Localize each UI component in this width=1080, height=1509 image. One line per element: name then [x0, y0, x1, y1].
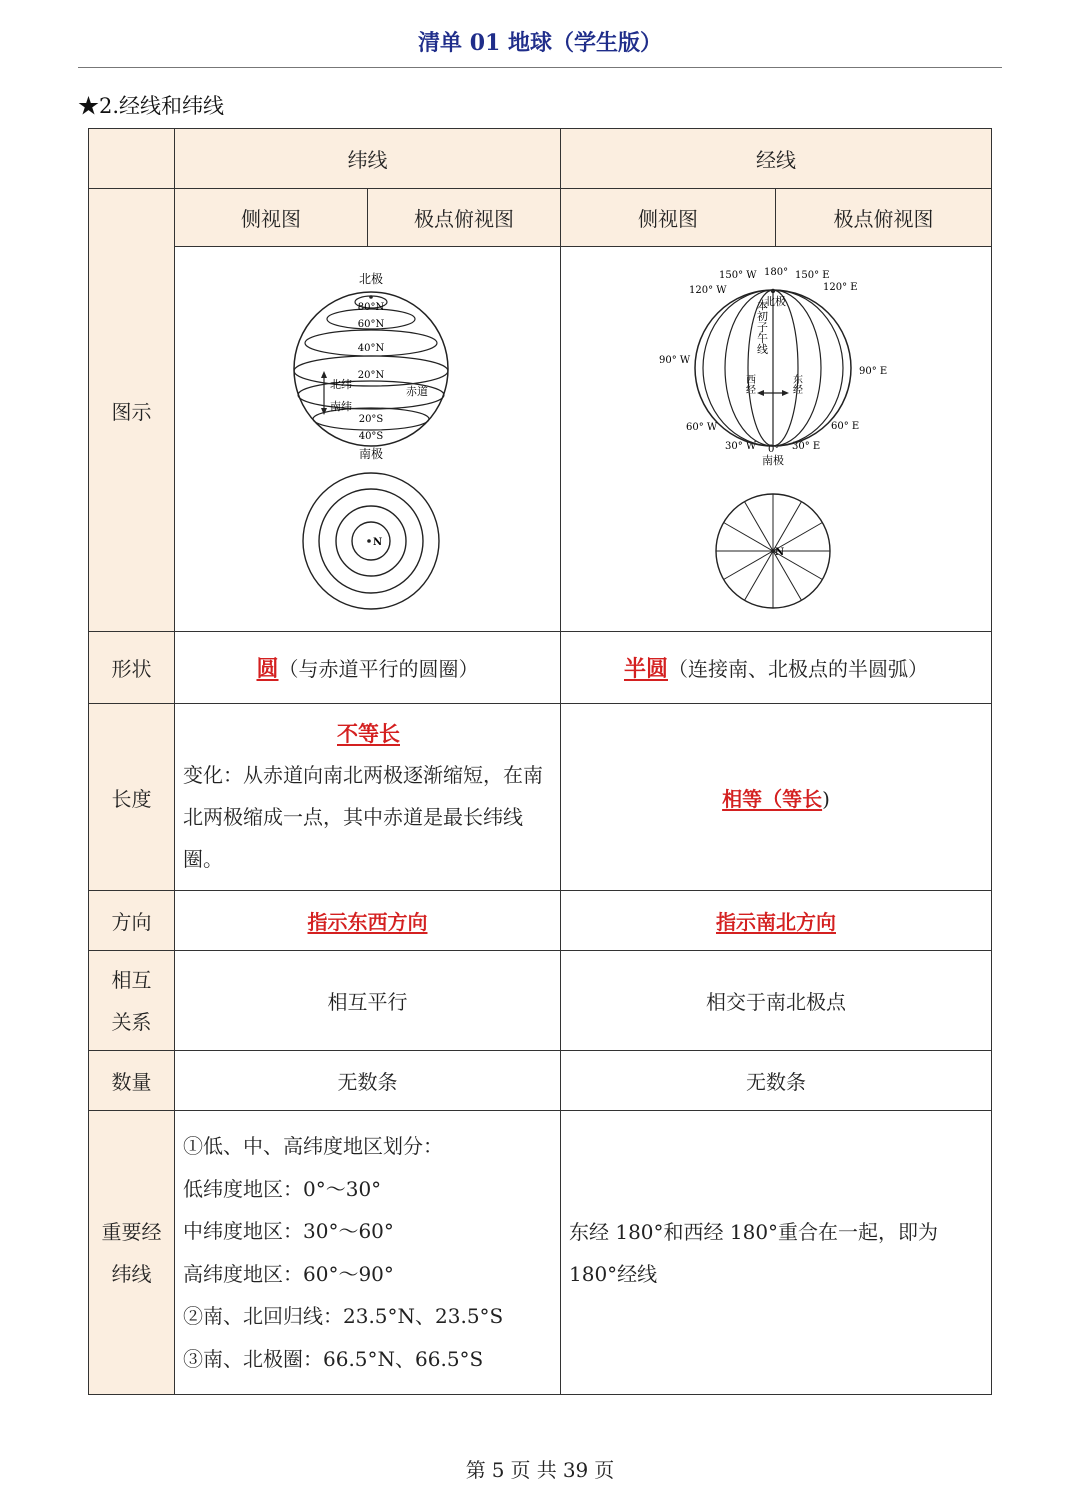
row-label-important-line2: 纬线: [111, 1261, 152, 1286]
footer-page-number: 5: [491, 1458, 505, 1482]
warp-north-pole-dot: [771, 289, 775, 293]
direction-weft: 指示东西方向: [307, 910, 428, 934]
row-label-diagram: 图示: [89, 189, 175, 632]
warp-label-30w: 30° W: [725, 441, 757, 452]
important-weft-line-3: 中纬度地区：30°～60°: [183, 1219, 394, 1243]
weft-arrow-up-head: [321, 371, 327, 378]
row-label-important: [89, 1111, 175, 1395]
section-title: ★2.经线和纬线: [78, 94, 225, 118]
length-weft-cell: [175, 704, 561, 891]
weft-equator-label: 赤道: [405, 385, 428, 398]
shape-warp-key: 半圆: [623, 656, 668, 682]
warp-west-long-label: 西经: [743, 374, 755, 394]
subheader-warp-polar: 极点俯视图: [776, 189, 992, 247]
important-weft-cell: [175, 1111, 561, 1395]
weft-label-60n: 60°N: [357, 319, 384, 330]
shape-warp-cell: [561, 632, 992, 704]
count-weft: 无数条: [175, 1051, 561, 1111]
weft-polar-center-dot: [367, 539, 371, 543]
weft-polar-circle-4: [352, 522, 390, 560]
shape-weft-note: （与赤道平行的圆圈）: [278, 657, 479, 681]
direction-warp-cell: [561, 891, 992, 951]
warp-meridian-e1: [773, 290, 798, 446]
row-label-important-line1: 重要经: [101, 1219, 162, 1244]
row-label-count: 数量: [89, 1051, 175, 1111]
row-label-shape: 形状: [89, 632, 175, 704]
weft-label-40n: 40°N: [357, 343, 384, 354]
row-label-direction: 方向: [89, 891, 175, 951]
warp-label-30e: 30° E: [792, 441, 821, 452]
warp-label-90w: 90° W: [659, 355, 691, 366]
important-weft-line-4: 高纬度地区：60°～90°: [183, 1261, 394, 1286]
row-label-relation-line2: 关系: [111, 1009, 152, 1034]
shape-weft-key: 圆: [256, 656, 279, 682]
direction-weft-cell: [175, 891, 561, 951]
important-weft-line-6: ③南、北极圈：66.5°N、66.5°S: [183, 1346, 484, 1371]
length-warp-tail: ): [822, 786, 830, 811]
warp-label-180: 180°: [764, 267, 789, 278]
important-weft-line-1: ①低、中、高纬度地区划分：: [183, 1134, 443, 1158]
weft-label-20n: 20°N: [357, 370, 384, 381]
warp-arrow-west-head: [757, 390, 764, 396]
weft-south-weft-label: 南纬: [329, 400, 352, 413]
weft-label-80n: 80°N: [357, 302, 384, 313]
header-warp: 经线: [561, 129, 992, 189]
warp-arrow-east-head: [782, 390, 789, 396]
weft-south-pole-label: 南极: [358, 447, 383, 461]
footer-total-pages: 39: [562, 1458, 589, 1482]
document-header-title: 清单 01 地球（学生版）: [418, 30, 662, 56]
length-weft-key: 不等长: [337, 721, 400, 746]
relation-weft: 相互平行: [175, 951, 561, 1051]
weft-north-pole-label: 北极: [358, 272, 383, 286]
count-warp: 无数条: [561, 1051, 992, 1111]
important-weft-line-5: ②南、北回归线：23.5°N、23.5°S: [183, 1304, 504, 1328]
shape-warp-note: （连接南、北极点的半圆弧）: [668, 657, 928, 681]
row-label-relation-line1: 相互: [111, 967, 152, 992]
page-footer: [0, 1454, 1080, 1483]
weft-label-20s: 20°S: [358, 414, 383, 425]
warp-label-60w: 60° W: [686, 422, 718, 433]
important-weft-line-2: 低纬度地区：0°～30°: [183, 1176, 382, 1201]
header-weft: 纬线: [175, 129, 561, 189]
weft-diagram: [178, 247, 558, 630]
weft-diagram-cell: [175, 247, 561, 632]
warp-north-pole-label: 北极: [764, 295, 786, 308]
relation-warp: 相交于南北极点: [561, 951, 992, 1051]
important-warp-cell: [561, 1111, 992, 1395]
warp-prime-meridian-label: 本初子午线: [755, 299, 769, 355]
length-warp-cell: [561, 704, 992, 891]
weft-polar-n-label: N: [372, 537, 382, 548]
warp-label-90e: 90° E: [859, 366, 888, 377]
warp-label-120w: 120° W: [689, 285, 727, 296]
important-warp-text: 东经 180°和西经 180°重合在一起，即为 180°经线: [569, 1219, 939, 1286]
weft-polar-circle-1: [303, 473, 439, 609]
weft-polar-circle-2: [319, 489, 423, 593]
warp-polar-view: [716, 494, 830, 608]
warp-label-150w: 150° W: [719, 270, 757, 281]
warp-label-0: 0°: [768, 444, 780, 455]
warp-diagram-cell: [561, 247, 992, 632]
weft-label-40s: 40°S: [358, 431, 383, 442]
length-warp-key: 相等（等长: [722, 786, 823, 811]
footer-prefix: 第: [465, 1458, 486, 1482]
length-weft-desc: 变化：从赤道向南北两极逐渐缩短，在南北两极缩成一点，其中赤道是最长纬线圈。: [183, 763, 543, 871]
row-label-length: 长度: [89, 704, 175, 891]
latitude-longitude-table: [88, 128, 992, 1395]
footer-suffix: 页: [594, 1458, 615, 1482]
weft-polar-circle-3: [336, 506, 406, 576]
subheader-weft-polar: 极点俯视图: [368, 189, 561, 247]
subheader-weft-side: 侧视图: [175, 189, 368, 247]
weft-north-weft-label: 北纬: [329, 378, 352, 391]
warp-label-60e: 60° E: [831, 421, 860, 432]
row-label-relation: [89, 951, 175, 1051]
warp-diagram: [561, 247, 991, 630]
footer-mid: 页 共: [510, 1458, 557, 1482]
warp-south-pole-label: 南极: [762, 454, 784, 467]
warp-label-150e: 150° E: [795, 270, 830, 281]
subheader-warp-side: 侧视图: [561, 189, 776, 247]
shape-weft-cell: [175, 632, 561, 704]
header-divider: [78, 67, 1002, 68]
corner-cell: [89, 129, 175, 189]
warp-polar-n-label: N: [775, 547, 785, 558]
warp-label-120e: 120° E: [823, 282, 858, 293]
warp-east-long-label: 东经: [790, 374, 802, 394]
weft-north-pole-dot: [369, 295, 373, 299]
warp-meridian-e2: [773, 290, 821, 446]
direction-warp: 指示南北方向: [716, 910, 836, 934]
